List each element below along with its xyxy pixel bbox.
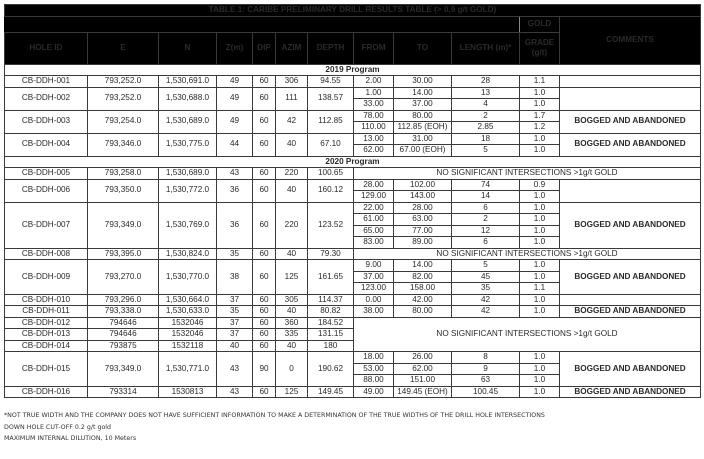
cell-to: 30.00 [394,76,452,88]
cell-from: 28.00 [354,179,394,191]
cell-depth: 138.57 [308,87,354,110]
cell-azimuth: 40 [276,133,308,156]
cell-hole-id: CB-DDH-015 [5,352,88,387]
footnotes [4,410,545,445]
cell-northing: 1,530,771.0 [159,352,217,387]
cell-depth: 184.52 [308,317,354,329]
cell-to: 14.00 [394,260,452,272]
cell-northing: 1,530,772.0 [159,179,217,202]
cell-length: 63 [452,375,520,387]
cell-comment: BOGGED AND ABANDONED [560,133,701,156]
cell-azimuth: 335 [276,329,308,341]
cell-dip: 60 [253,340,276,352]
cell-length: 18 [452,133,520,145]
cell-easting: 793,338.0 [88,306,159,318]
cell-grade: 1.0 [520,363,560,375]
cell-length: 14 [452,191,520,203]
cell-hole-id: CB-DDH-005 [5,168,88,180]
table-row [5,317,701,329]
table-row [5,386,701,398]
cell-from: 61.00 [354,214,394,226]
cell-to: 143.00 [394,191,452,203]
cell-azimuth: 42 [276,110,308,133]
cell-length: 100.45 [452,386,520,398]
cell-to: 80.00 [394,306,452,318]
cell-easting: 793,252.0 [88,87,159,110]
cell-from: 62.00 [354,145,394,157]
program-label: 2019 Program [5,64,701,76]
table-body [5,64,701,398]
cell-northing: 1532046 [159,329,217,341]
table-row [5,352,701,364]
cell-depth: 80.82 [308,306,354,318]
gold-header: GOLD [520,16,560,32]
cell-azimuth: 40 [276,179,308,202]
table-row [5,202,701,214]
cell-elevation: 43 [217,168,253,180]
cell-hole-id: CB-DDH-004 [5,133,88,156]
cell-depth: 67.10 [308,133,354,156]
cell-from: 2.00 [354,76,394,88]
cell-to: 62.00 [394,363,452,375]
cell-easting: 793,349.0 [88,202,159,248]
cell-dip: 60 [253,168,276,180]
cell-from: 83.00 [354,237,394,249]
cell-length: 2.85 [452,122,520,134]
cell-dip: 60 [253,179,276,202]
table-row [5,260,701,272]
cell-elevation: 37 [217,317,253,329]
cell-hole-id: CB-DDH-014 [5,340,88,352]
cell-elevation: 40 [217,340,253,352]
cell-elevation: 35 [217,306,253,318]
cell-dip: 60 [253,76,276,88]
cell-from: 53.00 [354,363,394,375]
cell-comment [560,179,701,202]
cell-comment: BOGGED AND ABANDONED [560,202,701,248]
cell-azimuth: 220 [276,168,308,180]
cell-from: 88.00 [354,375,394,387]
no-significant-intersections: NO SIGNIFICANT INTERSECTIONS >1g/t GOLD [354,317,701,352]
cell-length: 6 [452,237,520,249]
cell-grade: 1.0 [520,271,560,283]
footnote-dilution: MAXIMUM INTERNAL DILUTION, 10 Meters [4,435,137,442]
cell-easting: 793,254.0 [88,110,159,133]
cell-azimuth: 0 [276,352,308,387]
cell-hole-id: CB-DDH-002 [5,87,88,110]
cell-grade: 1.0 [520,145,560,157]
cell-elevation: 36 [217,202,253,248]
cell-to: 151.00 [394,375,452,387]
cell-to: 89.00 [394,237,452,249]
cell-depth: 112.85 [308,110,354,133]
col-length: LENGTH (m)* [452,32,520,64]
cell-comment: BOGGED AND ABANDONED [560,306,701,318]
cell-depth: 161.65 [308,260,354,295]
cell-length: 42 [452,306,520,318]
cell-grade: 1.0 [520,99,560,111]
cell-length: 4 [452,99,520,111]
cell-easting: 794646 [88,317,159,329]
cell-comment: BOGGED AND ABANDONED [560,110,701,133]
cell-to: 77.00 [394,225,452,237]
program-row [5,64,701,76]
cell-length: 5 [452,145,520,157]
cell-depth: 114.37 [308,294,354,306]
cell-hole-id: CB-DDH-001 [5,76,88,88]
cell-from: 123.00 [354,283,394,295]
col-azim: AZIM [276,32,308,64]
cell-depth: 100.65 [308,168,354,180]
cell-northing: 1,530,769.0 [159,202,217,248]
cell-depth: 131.15 [308,329,354,341]
cell-to: 37.00 [394,99,452,111]
cell-to: 112.85 (EOH) [394,122,452,134]
cell-azimuth: 305 [276,294,308,306]
cell-to: 31.00 [394,133,452,145]
cell-hole-id: CB-DDH-009 [5,260,88,295]
cell-from: 18.00 [354,352,394,364]
cell-depth: 79.30 [308,248,354,260]
cell-elevation: 49 [217,87,253,110]
cell-depth: 180 [308,340,354,352]
cell-length: 6 [452,202,520,214]
cell-from: 38.00 [354,306,394,318]
cell-grade: 1.0 [520,260,560,272]
table-title: TABLE 1: CARIBE PRELIMINARY DRILL RESULTS TABLE (> 0.9 g/t GOLD) [5,5,701,17]
cell-to: 42.00 [394,294,452,306]
cell-length: 9 [452,363,520,375]
cell-hole-id: CB-DDH-010 [5,294,88,306]
cell-dip: 60 [253,87,276,110]
cell-elevation: 43 [217,386,253,398]
cell-grade: 1.0 [520,237,560,249]
cell-hole-id: CB-DDH-008 [5,248,88,260]
cell-length: 35 [452,283,520,295]
cell-length: 12 [452,225,520,237]
cell-grade: 1.0 [520,191,560,203]
cell-grade: 1.0 [520,386,560,398]
cell-azimuth: 125 [276,386,308,398]
cell-elevation: 35 [217,248,253,260]
cell-dip: 60 [253,202,276,248]
cell-elevation: 43 [217,352,253,387]
no-significant-intersections: NO SIGNIFICANT INTERSECTIONS >1g/t GOLD [354,168,701,180]
cell-comment [560,87,701,110]
cell-easting: 793,258.0 [88,168,159,180]
program-row [5,156,701,168]
table-row [5,76,701,88]
cell-from: 78.00 [354,110,394,122]
cell-to: 14.00 [394,87,452,99]
cell-northing: 1,530,633.0 [159,306,217,318]
drill-results-table [4,4,701,398]
cell-azimuth: 220 [276,202,308,248]
cell-northing: 1,530,689.0 [159,110,217,133]
program-label: 2020 Program [5,156,701,168]
cell-grade: 1.0 [520,306,560,318]
cell-easting: 793314 [88,386,159,398]
cell-elevation: 38 [217,260,253,295]
cell-elevation: 44 [217,133,253,156]
cell-depth: 123.52 [308,202,354,248]
cell-northing: 1530813 [159,386,217,398]
footnote-true-width: *NOT TRUE WIDTH AND THE COMPANY DOES NOT HAVE SUFFICIENT INFORMATION TO MAKE A DETERMINATION OF THE TRUE WIDTHS OF THE DRILL HOLE INTERSECTIONS [4,412,545,419]
cell-northing: 1,530,775.0 [159,133,217,156]
cell-dip: 60 [253,317,276,329]
cell-length: 74 [452,179,520,191]
cell-from: 33.00 [354,99,394,111]
cell-to: 149.45 (EOH) [394,386,452,398]
cell-depth: 149.45 [308,386,354,398]
cell-hole-id: CB-DDH-006 [5,179,88,202]
cell-hole-id: CB-DDH-016 [5,386,88,398]
cell-azimuth: 125 [276,260,308,295]
cell-elevation: 37 [217,329,253,341]
cell-easting: 793,395.0 [88,248,159,260]
cell-grade: 1.0 [520,352,560,364]
cell-grade: 1.0 [520,202,560,214]
cell-to: 80.00 [394,110,452,122]
cell-dip: 90 [253,352,276,387]
cell-depth: 160.12 [308,179,354,202]
cell-length: 2 [452,214,520,226]
cell-length: 13 [452,87,520,99]
cell-depth: 94.55 [308,76,354,88]
cell-northing: 1,530,691.0 [159,76,217,88]
cell-grade: 1.0 [520,294,560,306]
cell-elevation: 49 [217,110,253,133]
cell-northing: 1,530,824.0 [159,248,217,260]
cell-from: 129.00 [354,191,394,203]
col-grade: GRADE (g/t) [520,32,560,64]
col-n: N [159,32,217,64]
footnote-cutoff: DOWN HOLE CUT-OFF 0.2 g/t gold [4,423,112,431]
cell-grade: 1.0 [520,225,560,237]
cell-easting: 793,296.0 [88,294,159,306]
cell-northing: 1532118 [159,340,217,352]
col-depth: DEPTH [308,32,354,64]
cell-length: 5 [452,260,520,272]
cell-hole-id: CB-DDH-013 [5,329,88,341]
cell-azimuth: 306 [276,76,308,88]
cell-comment: BOGGED AND ABANDONED [560,260,701,295]
col-comments: COMMENTS [560,16,701,64]
cell-from: 22.00 [354,202,394,214]
table-row [5,179,701,191]
cell-to: 82.00 [394,271,452,283]
cell-easting: 793,252.0 [88,76,159,88]
cell-grade: 1.0 [520,214,560,226]
cell-length: 8 [452,352,520,364]
cell-azimuth: 111 [276,87,308,110]
no-significant-intersections: NO SIGNIFICANT INTERSECTIONS >1g/t GOLD [354,248,701,260]
cell-grade: 1.0 [520,87,560,99]
header-spacer [5,16,520,32]
cell-northing: 1,530,664.0 [159,294,217,306]
cell-length: 45 [452,271,520,283]
cell-length: 2 [452,110,520,122]
cell-to: 26.00 [394,352,452,364]
cell-from: 37.00 [354,271,394,283]
cell-grade: 1.0 [520,375,560,387]
cell-from: 1.00 [354,87,394,99]
cell-depth: 190.62 [308,352,354,387]
cell-dip: 60 [253,110,276,133]
col-from: FROM [354,32,394,64]
cell-hole-id: CB-DDH-003 [5,110,88,133]
cell-dip: 60 [253,306,276,318]
col-dip: DIP [253,32,276,64]
cell-to: 63.00 [394,214,452,226]
cell-grade: 1.2 [520,122,560,134]
cell-easting: 793,346.0 [88,133,159,156]
table-row [5,133,701,145]
cell-length: 28 [452,76,520,88]
cell-comment: BOGGED AND ABANDONED [560,386,701,398]
cell-grade: 1.0 [520,133,560,145]
cell-from: 13.00 [354,133,394,145]
cell-dip: 60 [253,294,276,306]
cell-grade: 1.1 [520,76,560,88]
cell-dip: 60 [253,133,276,156]
cell-elevation: 49 [217,76,253,88]
cell-easting: 793,349.0 [88,352,159,387]
cell-easting: 793,270.0 [88,260,159,295]
cell-dip: 60 [253,386,276,398]
table-row [5,248,701,260]
cell-grade: 0.9 [520,179,560,191]
col-e: E [88,32,159,64]
cell-dip: 60 [253,260,276,295]
cell-from: 110.00 [354,122,394,134]
cell-length: 42 [452,294,520,306]
cell-northing: 1,530,688.0 [159,87,217,110]
col-to: TO [394,32,452,64]
cell-elevation: 37 [217,294,253,306]
cell-dip: 60 [253,329,276,341]
cell-northing: 1,530,770.0 [159,260,217,295]
cell-from: 9.00 [354,260,394,272]
cell-azimuth: 40 [276,306,308,318]
table-row [5,168,701,180]
cell-northing: 1,530,689.0 [159,168,217,180]
table-row [5,294,701,306]
cell-easting: 793875 [88,340,159,352]
cell-azimuth: 40 [276,248,308,260]
cell-comment: BOGGED AND ABANDONED [560,352,701,387]
col-z: Z(m) [217,32,253,64]
cell-hole-id: CB-DDH-012 [5,317,88,329]
cell-hole-id: CB-DDH-011 [5,306,88,318]
cell-hole-id: CB-DDH-007 [5,202,88,248]
cell-azimuth: 360 [276,317,308,329]
cell-dip: 60 [253,248,276,260]
cell-comment [560,294,701,306]
cell-to: 67.00 (EOH) [394,145,452,157]
cell-to: 158.00 [394,283,452,295]
cell-azimuth: 40 [276,340,308,352]
cell-elevation: 36 [217,179,253,202]
cell-to: 102.00 [394,179,452,191]
cell-comment [560,76,701,88]
cell-grade: 1.7 [520,110,560,122]
cell-easting: 794646 [88,329,159,341]
cell-northing: 1532046 [159,317,217,329]
table-row [5,87,701,99]
cell-from: 65.00 [354,225,394,237]
cell-to: 28.00 [394,202,452,214]
col-hole-id: HOLE ID [5,32,88,64]
cell-easting: 793,350.0 [88,179,159,202]
cell-grade: 1.1 [520,283,560,295]
cell-from: 0.00 [354,294,394,306]
cell-from: 49.00 [354,386,394,398]
table-row [5,306,701,318]
table-row [5,110,701,122]
